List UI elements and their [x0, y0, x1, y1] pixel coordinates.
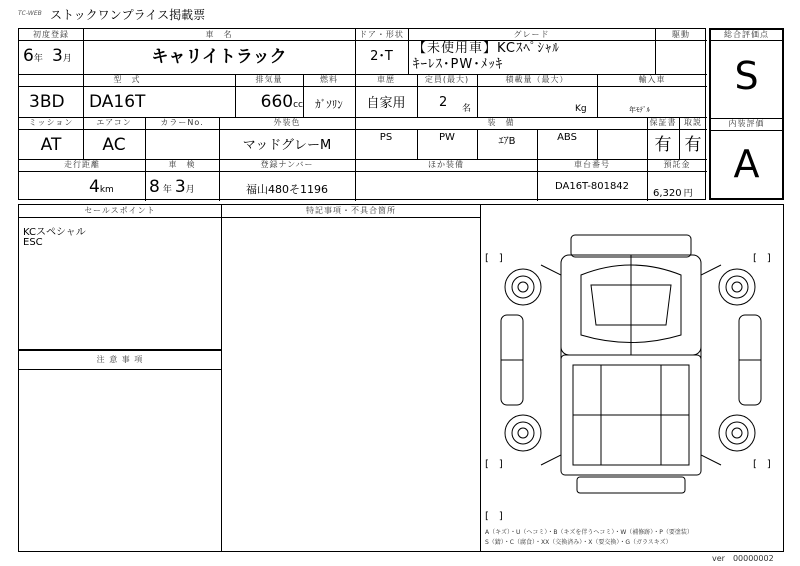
equip-pw: PW — [439, 132, 455, 143]
vehicle-info-grid — [18, 28, 706, 200]
model-year-unit: 年ﾓﾃﾞﾙ — [629, 106, 650, 114]
sales-point-box — [18, 204, 222, 350]
model-label: 型 式 — [113, 75, 141, 84]
inspection-value: 8 年 3月 — [149, 177, 195, 197]
caution-box — [18, 350, 222, 552]
logo: TC-WEB — [18, 10, 42, 17]
interior-eval-value: A — [733, 142, 760, 186]
deposit-label: 預託金 — [663, 160, 691, 169]
warranty-value: 有 — [654, 135, 672, 155]
first-reg-value: 6年 3月 — [23, 46, 72, 66]
page-title: ストックワンプライス掲載票 — [50, 8, 206, 22]
door-shape-label: ドア・形状 — [359, 30, 404, 39]
aircon-value: AC — [102, 135, 126, 155]
other-equip-label: ほか装備 — [428, 160, 464, 169]
load-label: 積載量（最大） — [505, 75, 569, 84]
warranty-label: 保証書 — [649, 118, 677, 127]
import-label: 輸入車 — [638, 75, 666, 84]
equip-ps: PS — [379, 132, 393, 143]
overall-eval-label: 総合評価点 — [724, 30, 769, 39]
reg-number-value: 福山480そ1196 — [246, 183, 328, 196]
bracket-tr: [ ] — [753, 253, 771, 264]
inspection-label: 車 検 — [168, 160, 196, 169]
bracket-bottom: [ ] — [485, 511, 503, 522]
manual-value: 有 — [684, 135, 702, 155]
capacity-label: 定員(最大) — [424, 75, 470, 84]
capacity-value: 2 — [439, 95, 448, 110]
aircon-label: エアコン — [96, 118, 132, 127]
model-name-label: 車 名 — [205, 30, 233, 39]
history-label: 車歴 — [377, 75, 395, 84]
first-reg-label: 初度登録 — [33, 30, 69, 39]
chassis-no-label: 車台番号 — [574, 160, 610, 169]
history-value: 自家用 — [366, 96, 406, 111]
grade-label: グレード — [513, 30, 550, 39]
model-code: DA16T — [89, 92, 146, 112]
damage-diagram-box — [480, 204, 784, 552]
exterior-color-value: マッドグレーM — [242, 138, 332, 153]
capacity-unit: 名 — [462, 104, 472, 114]
fuel-label: 燃料 — [320, 75, 338, 84]
notes-label: 特記事項・不具合箇所 — [306, 206, 396, 215]
mission-value: AT — [40, 135, 62, 155]
equip-abs: ABS — [557, 132, 577, 143]
displacement-value: 660cc — [260, 92, 303, 112]
load-unit: Kg — [575, 104, 587, 114]
door-shape-value: 2･T — [370, 49, 393, 64]
mileage-value: 4km — [89, 177, 114, 197]
sales-point-2: ESC — [23, 237, 43, 248]
deposit-value: 6,320 円 — [653, 188, 693, 199]
sales-point-label: セールスポイント — [84, 206, 156, 215]
mission-label: ミッション — [28, 118, 74, 127]
version-label: ver 00000002 — [712, 554, 774, 563]
legend-line2: S（錆）・C（腐食）・XX（交換済み）・X（要交換）・G（ガラスキズ） — [485, 539, 672, 546]
color-no-label: カラーNo. — [160, 118, 204, 127]
vehicle-name: キャリイトラック — [151, 47, 287, 67]
displacement-label: 排気量 — [255, 75, 283, 84]
sales-point-1: KCスペシャル — [23, 227, 86, 238]
fuel-value: ｶﾞｿﾘﾝ — [315, 98, 343, 111]
bracket-bl: [ ] — [485, 459, 503, 470]
evaluation-box — [709, 28, 784, 200]
grade-line1: 【未使用車】KCｽﾍﾟｼｬﾙ — [413, 41, 560, 56]
notes-box — [221, 204, 481, 552]
manual-label: 取説 — [684, 118, 702, 127]
legend-line1: A（キズ）・U（ヘコミ）・B（キズを伴うヘコミ）・W（補修跡）・P（要塗装） — [485, 529, 693, 536]
interior-eval-label: 内装評価 — [728, 119, 765, 128]
mileage-label: 走行距離 — [64, 160, 100, 169]
chassis-no-value: DA16T-801842 — [554, 181, 630, 192]
caution-label: 注 意 事 項 — [96, 355, 144, 364]
exterior-color-label: 外装色 — [273, 118, 301, 127]
bracket-br: [ ] — [753, 459, 771, 470]
bracket-tl: [ ] — [485, 253, 503, 264]
equipment-label: 装 備 — [487, 118, 515, 127]
overall-eval-value: S — [734, 54, 759, 98]
reg-number-label: 登録ナンバー — [260, 160, 314, 169]
equip-airbag: ｴｱB — [498, 136, 516, 147]
drive-label: 駆動 — [672, 30, 690, 39]
grade-line2: ｷｰﾚｽ･PW･ﾒｯｷ — [413, 57, 504, 72]
model-prefix: 3BD — [29, 92, 65, 112]
car-diagram — [481, 215, 783, 505]
